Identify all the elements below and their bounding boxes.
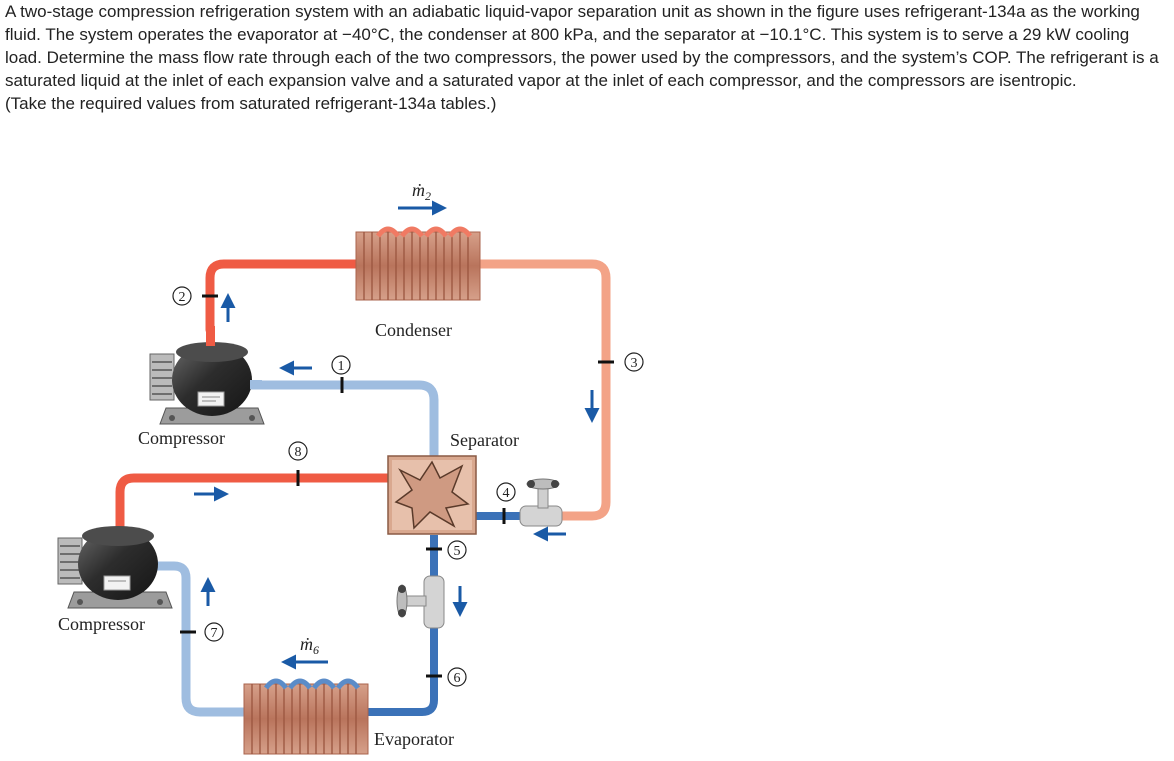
pipe-8-to-separator [120,478,392,548]
problem-paragraph: A two-stage compression refrigeration system with an adiabatic liquid-vapor separation unit as shown in the figure uses refrigerant-134a as the working fluid. The system operates the evaporator at −40°C, the condenser at 800 kPa, and the separator at −10.1°C. This system is to serve a 29 kW cooling load. Determine the mass flow rate through each of the two compressors, the power used by the compressors, and the system’s COP. The refrigerant is a saturated liquid at the inlet of each expansion valve and a saturated vapor at the inlet of each compressor, and the compressors are isentropic. [5,2,1159,90]
condenser-label: Condenser [375,320,452,340]
compressor-high-label: Compressor [138,428,225,448]
problem-note: (Take the required values from saturated refrigerant-134a tables.) [5,94,497,113]
svg-text:4: 4 [502,486,510,501]
state-3 [625,353,643,371]
separator [388,456,476,534]
pipe-evaporator-to-7 [150,566,246,712]
svg-text:6: 6 [453,671,461,686]
expansion-valve-low [397,576,444,628]
state-5 [448,541,466,559]
pipe-condenser-to-3 [478,264,606,516]
state-2 [173,287,191,305]
evaporator [244,681,368,754]
evaporator-label: Evaporator [374,729,454,749]
state-4 [497,483,515,501]
condenser [356,229,480,300]
state-6 [448,668,466,686]
flow-arrows [194,296,592,614]
svg-text:8: 8 [294,445,302,460]
svg-text:1: 1 [337,359,345,374]
compressor-low-label: Compressor [58,614,145,634]
svg-text:5: 5 [453,544,461,559]
separator-label: Separator [450,430,519,450]
pipe-separator-to-1 [250,385,434,456]
state-7 [205,623,223,641]
svg-text:3: 3 [630,356,638,371]
state-8 [289,442,307,460]
compressor-low [58,526,172,608]
mdot2-label: ṁ$_2$ [412,180,431,203]
compressor-high [150,326,264,424]
mdot6-label: ṁ$_6$ [300,634,319,657]
state-1 [332,356,350,374]
expansion-valve-high [520,479,562,526]
svg-text:2: 2 [178,290,186,305]
pipe-2-to-condenser [210,264,360,330]
svg-text:7: 7 [210,626,218,641]
